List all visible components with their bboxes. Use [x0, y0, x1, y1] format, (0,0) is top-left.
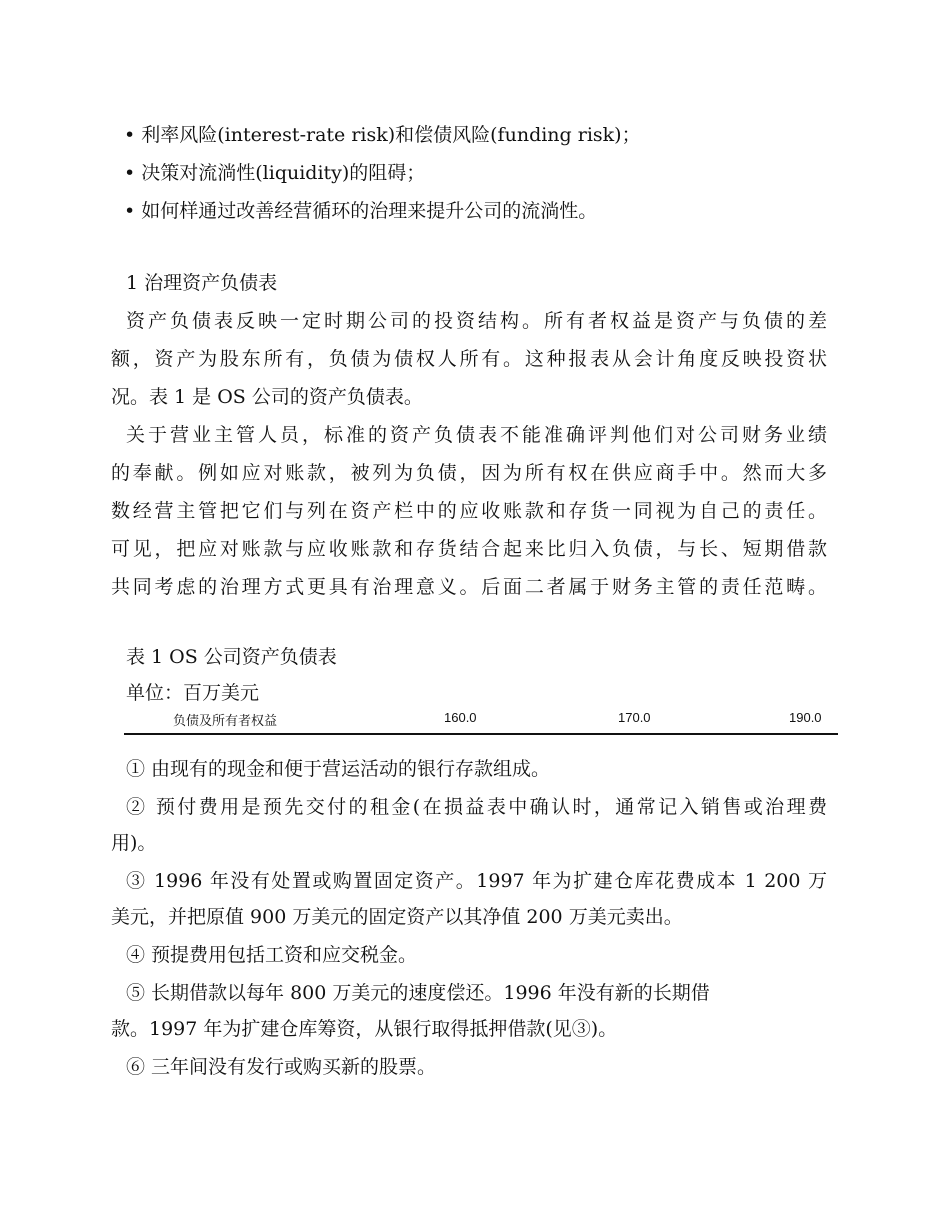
paragraph-line: 可见，把应对账款与应收账款和存货结合起来比归入负债，与长、短期借款 — [111, 538, 827, 560]
note-5: ⑤ 长期借款以每年 800 万美元的速度偿还。1996 年没有新的长期借 — [126, 982, 710, 1004]
note-3-cont: 美元，并把原值 900 万美元的固定资产以其净值 200 万美元卖出。 — [111, 906, 683, 928]
table-caption: 表 1 OS 公司资产负债表 — [126, 646, 337, 668]
bullet-item-liquidity: • 决策对流淌性(liquidity)的阻碍； — [124, 162, 426, 184]
bullet-item-operating-cycle: • 如何样通过改善经营循环的治理来提升公司的流淌性。 — [124, 200, 598, 222]
bullet-item-interest-rate-risk: • 利率风险(interest-rate risk)和偿债风险(funding risk)； — [124, 124, 641, 146]
note-3: ③ 1996 年没有处置或购置固定资产。1997 年为扩建仓库花费成本 1 200 万 — [126, 870, 827, 892]
section-heading: 1 治理资产负债表 — [126, 272, 278, 294]
note-5-cont: 款。1997 年为扩建仓库筹资，从银行取得抵押借款(见③)。 — [111, 1018, 618, 1040]
table-header-label: 负债及所有者权益 — [173, 713, 278, 728]
paragraph-line: 共同考虑的治理方式更具有治理意义。后面二者属于财务主管的责任范畴。 — [111, 576, 827, 598]
paragraph-line: 额，资产为股东所有，负债为债权人所有。这种报表从会计角度反映投资状 — [111, 348, 827, 370]
note-2: ② 预付费用是预先交付的租金(在损益表中确认时，通常记入销售或治理费 — [126, 796, 827, 818]
note-2-cont: 用)。 — [111, 832, 157, 854]
note-6: ⑥ 三年间没有发行或购买新的股票。 — [126, 1056, 437, 1078]
paragraph-line: 关于营业主管人员，标准的资产负债表不能准确评判他们对公司财务业绩 — [126, 424, 827, 446]
paragraph-line: 数经营主管把它们与列在资产栏中的应收账款和存货一同视为自己的责任。 — [111, 500, 827, 522]
paragraph-line: 的奉献。例如应对账款，被列为负债，因为所有权在供应商手中。然而大多 — [111, 462, 827, 484]
note-1: ① 由现有的现金和便于营运活动的银行存款组成。 — [126, 758, 551, 780]
table-header-row — [124, 707, 838, 735]
table-header-col-1: 160.0 — [444, 710, 477, 725]
note-4: ④ 预提费用包括工资和应交税金。 — [126, 944, 418, 966]
table-header-col-3: 190.0 — [789, 710, 822, 725]
table-header-col-2: 170.0 — [618, 710, 651, 725]
table-unit: 单位：百万美元 — [126, 682, 260, 704]
paragraph-line: 况。表 1 是 OS 公司的资产负债表。 — [111, 386, 423, 408]
paragraph-line: 资产负债表反映一定时期公司的投资结构。所有者权益是资产与负债的差 — [126, 310, 827, 332]
